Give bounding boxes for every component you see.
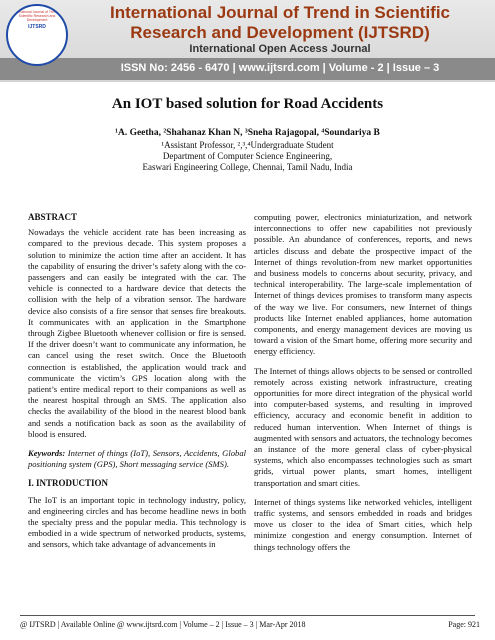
footer-citation: @ IJTSRD | Available Online @ www.ijtsrd.com | Volume – 2 | Issue – 3 | Mar-Apr 2018: [20, 620, 306, 629]
logo-sub-text: International Journal of Trend in Scientific Research and Development: [12, 10, 62, 22]
paper-authors: ¹A. Geetha, ²Shahanaz Khan N, ³Sneha Rajagopal, ⁴Soundariya B: [115, 128, 380, 138]
page-number: Page: 921: [448, 620, 480, 629]
journal-header: [0, 0, 495, 82]
intro-heading: I. INTRODUCTION: [28, 478, 109, 489]
keywords-text: Internet of things (IoT), Sensors, Accidents, Global positioning system (GPS), Short messaging service (SMS).: [28, 448, 246, 470]
journal-title-line1: International Journal of Trend in Scientific: [109, 3, 451, 22]
abstract-text: Nowadays the vehicle accident rate has been increasing as compared to the previous decade. This system proposes a solution to minimize the action time after an accident. It has the capability of ensuring the driver’s safety along with the co-passengers and can easily be integrated with the car. The vehicle is connected to a hardware device that detects the collision with the help of a vibration sensor. The hardware device also consists of a fire sensor that senses fire breakouts. It communicates with an application in the Smartphone through Zigbee Bluetooth whenever collision or fire is sensed. If the driver doesn’t want to communicate any information, he can cancel using the reset switch. Once the Bluetooth connection is established, the application would track and communicate the victim’s GPS location along with the patient’s entire medical report to their companions as well as the nearest hospital through an SMS. The application also checks the availability of the blood in the nearest blood bank and sends a notification back as soon as the availability of blood is ensured.: [28, 227, 246, 439]
affiliation-college: Easwari Engineering College, Chennai, Tamil Nadu, India: [142, 162, 353, 172]
left-column: [28, 212, 246, 559]
journal-subtitle: International Open Access Journal: [189, 43, 371, 55]
keywords: [28, 448, 246, 470]
journal-logo: [6, 4, 68, 66]
paper-title: An IOT based solution for Road Accidents: [111, 96, 384, 112]
issn-line: ISSN No: 2456 - 6470 | www.ijtsrd.com | Volume - 2 | Issue – 3: [120, 62, 440, 74]
footer-divider: [20, 615, 475, 616]
abstract-heading: ABSTRACT: [28, 212, 78, 222]
right-paragraph-3: Internet of things systems like networked vehicles, intelligent traffic systems, and sensors embedded in roads and bridges move us closer to the idea of Smart cities, which help minimize congestion and energy consumption. Internet of things technology offers the: [254, 496, 472, 552]
intro-text: The IoT is an important topic in technology industry, policy, and engineering circles and has become headline news in both the specialty press and the popular media. This technology is embodied in a wide spectrum of networked products, systems, and sensors, which take advantage of advancements in: [28, 494, 246, 550]
keywords-label: Keywords:: [28, 448, 66, 459]
right-column: [254, 212, 472, 561]
logo-text: IJTSRD: [28, 24, 46, 30]
affiliation-department: Department of Computer Science Engineering,: [162, 151, 333, 161]
journal-title-line2: Research and Development (IJTSRD): [130, 23, 430, 42]
paper-affiliation: [0, 140, 495, 173]
right-paragraph-1: computing power, electronics miniaturization, and network interconnections to offer new capabilities not previously possible. An abundance of conferences, reports, and news articles discuss and debate the prospective impact of the Internet of things revolution-from new market opportunities and business models to concerns about security, privacy, and technical interoperability. The large-scale implementation of Internet of things devices promises to transform many aspects of the way we live. For consumers, new Internet of things products like Internet enabled appliances, home automation components, and energy management devices are moving us toward a vision of the Smart home, offering more security and energy efficiency.: [254, 212, 472, 357]
affiliation-roles: ¹Assistant Professor, ²,³,⁴Undergraduate Student: [161, 140, 334, 150]
right-paragraph-2: The Internet of things allows objects to be sensed or controlled remotely across existing network infrastructure, creating opportunities for more direct integration of the physical world into computer-based systems, and resulting in improved efficiency, accuracy and economic benefit in addition to reduced human intervention. When Internet of things is augmented with sensors and actuators, the technology becomes an instance of the more general class of cyber-physical systems, which also encompasses technologies such as smart grids, virtual power plants, smart homes, intelligent transportation and smart cities.: [254, 365, 472, 488]
journal-title: [70, 3, 490, 43]
